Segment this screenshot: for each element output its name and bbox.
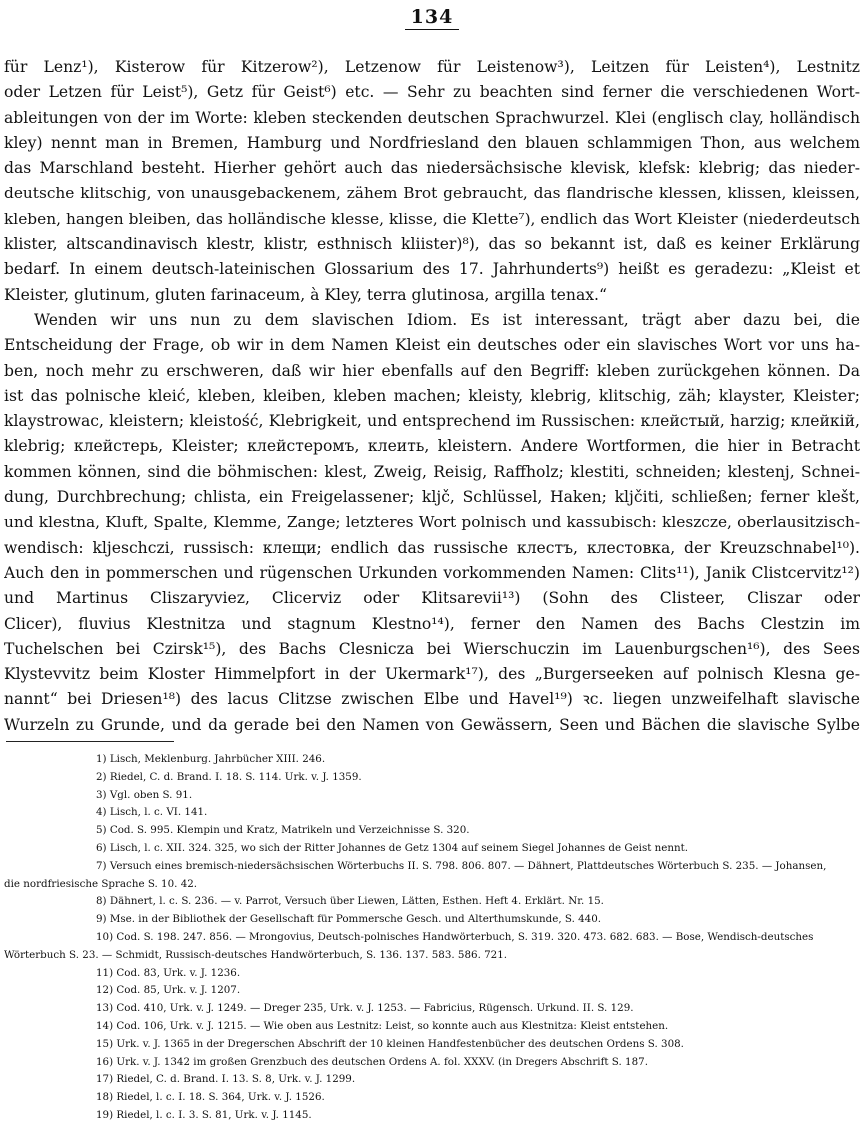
text-line: ben, noch mehr zu erschweren, daß wir hier ebenfalls auf den Begriff: kleben zurückgehen können. Da <box>4 361 860 380</box>
page-number: 134 <box>4 6 860 30</box>
footnote: 14) Cod. 106, Urk. v. J. 1215. — Wie oben aus Lestnitz: Leist, so konnte auch aus Klestnitza: Kleist entstehen. <box>96 1019 669 1032</box>
footnote: 16) Urk. v. J. 1342 im großen Grenzbuch des deutschen Ordens A. fol. XXXV. (in Dregers Abschrift S. 187. <box>96 1055 648 1068</box>
text-line: Entscheidung der Frage, ob wir in dem Namen Kleist ein deutsches oder ein slavisches Wort vor uns ha- <box>4 336 860 355</box>
footnote: 18) Riedel, l. c. I. 18. S. 364, Urk. v. J. 1526. <box>96 1091 325 1104</box>
text-line: ableitungen von der im Worte: kleben steckenden deutschen Sprachwurzel. Klei (englisch clay, holländisch <box>4 108 860 127</box>
footnote: 11) Cod. 83, Urk. v. J. 1236. <box>96 966 241 979</box>
text-line: dung, Durchbrechung; chlista, ein Freigelassener; kljč, Schlüssel, Haken; kljčiti, schließen; ferner klešt, <box>4 488 860 507</box>
book-page <box>4 0 860 1121</box>
text-line: und klestna, Kluft, Spalte, Klemme, Zange; letzteres Wort polnisch und kassubisch: kleszcze, oberlausitzisch- <box>4 513 860 532</box>
footnote-continuation: Wörterbuch S. 23. — Schmidt, Russisch-deutsches Handwörterbuch, S. 136. 137. 583. 586. 721. <box>4 948 508 961</box>
text-line: Kleister, glutinum, gluten farinaceum, à Kley, terra glutinosa, argilla tenax.“ <box>4 285 607 304</box>
footnote: 9) Mse. in der Bibliothek der Gesellschaft für Pommersche Gesch. und Alterthumskunde, S. 440. <box>96 913 602 926</box>
text-line: ist das polnische kleić, kleben, kleiben, kleben machen; kleisty, klebrig, klitschig, zäh; klayster, Kleister; <box>4 386 860 405</box>
footnote: 5) Cod. S. 995. Klempin und Kratz, Matrikeln und Verzeichnisse S. 320. <box>96 824 470 837</box>
footnote-continuation: die nordfriesische Sprache S. 10. 42. <box>4 877 198 890</box>
text-line: oder Letzen für Leist⁵), Getz für Geist⁶) etc. — Sehr zu beachten sind ferner die verschiedenen Wort- <box>4 83 860 102</box>
text-line: für Lenz¹), Kisterow für Kitzerow²), Letzenow für Leistenow³), Leitzen für Leisten⁴), Lestnitz <box>4 58 860 76</box>
footnote: 7) Versuch eines bremisch-niedersächsischen Wörterbuchs II. S. 798. 806. 807. — Dähnert, Plattdeutsches Wörterbuch S. 235. — Johansen, <box>96 859 827 872</box>
footnote: 13) Cod. 410, Urk. v. J. 1249. — Dreger 235, Urk. v. J. 1253. — Fabricius, Rügensch. Urkund. II. S. 129. <box>96 1002 634 1015</box>
text-line: das Marschland besteht. Hierher gehört auch das niedersächsische klevisk, klefsk: klebrig; das nieder- <box>4 159 860 178</box>
text-line: nannt“ bei Driesen¹⁸) des lacus Clitzse zwischen Elbe und Havel¹⁹) ꝛc. liegen unzweifelhaft slavische <box>4 690 860 709</box>
footnote: 19) Riedel, l. c. I. 3. S. 81, Urk. v. J. 1145. <box>96 1108 312 1121</box>
text-line: deutsche klitschig, von unausgebackenem, zähem Brot gebraucht, das flandrische klessen, klissen, kleissen, <box>4 184 860 203</box>
text-line: Clicer), fluvius Klestnitza und stagnum Klestno¹⁴), ferner den Namen des Bachs Clestzin im <box>4 614 860 633</box>
text-line: klebrig; клейстерь, Kleister; клейстеромъ, клеить, kleistern. Andere Wortformen, die hier in Betracht <box>4 437 860 456</box>
footnote: 12) Cod. 85, Urk. v. J. 1207. <box>96 984 241 997</box>
footnote: 10) Cod. S. 198. 247. 856. — Mrongovius, Deutsch-polnisches Handwörterbuch, S. 319. 320. 473. 682. 683. — Bose, Wendisch-deutsches <box>96 930 814 943</box>
footnote: 4) Lisch, l. c. VI. 141. <box>96 806 208 819</box>
text-line: klaystrowac, kleistern; kleistość, Klebrigkeit, und entsprechend im Russischen: клейстый, harzig; клейкiй, <box>4 412 860 431</box>
text-line: Klystevvitz beim Kloster Himmelpfort in der Ukermark¹⁷), des „Burgerseeken auf polnisch Klesna ge- <box>4 665 860 684</box>
footnote: 15) Urk. v. J. 1365 in der Dregerschen Abschrift der 10 kleinen Handfestenbücher des deutschen Ordens S. 308. <box>96 1037 684 1050</box>
text-line: kleben, hangen bleiben, das holländische klesse, klisse, die Klette⁷), endlich das Wort Kleister (niederdeutsch <box>4 209 860 228</box>
footnote: 6) Lisch, l. c. XII. 324. 325, wo sich der Ritter Johannes de Getz 1304 auf seinem Siegel Johannes de Geist nennt. <box>96 841 689 854</box>
text-line: kommen können, sind die böhmischen: klest, Zweig, Reisig, Raffholz; klestiti, schneiden; klestenj, Schnei- <box>4 462 860 481</box>
text-line: und Martinus Cliszaryviez, Clicerviz oder Klitsarevii¹³) (Sohn des Clisteer, Cliszar oder <box>4 589 860 608</box>
text-line: Auch den in pommerschen und rügenschen Urkunden vorkommenden Namen: Clits¹¹), Janik Clistcervitz¹²) <box>4 563 860 582</box>
footnote: 17) Riedel, C. d. Brand. I. 13. S. 8, Urk. v. J. 1299. <box>96 1073 356 1086</box>
text-line: bedarf. In einem deutsch-lateinischen Glossarium des 17. Jahrhunderts⁹) heißt es geradezu: „Kleist et <box>4 260 860 279</box>
text-line: Wurzeln zu Grunde, und da gerade bei den Namen von Gewässern, Seen und Bächen die slavische Sylbe <box>4 715 860 734</box>
text-line: klister, altscandinavisch klestr, klistr, esthnisch kliister)⁸), das so bekannt ist, daß es keiner Erklärung <box>4 235 860 254</box>
footnote: 2) Riedel, C. d. Brand. I. 18. S. 114. Urk. v. J. 1359. <box>96 770 362 783</box>
footnotes <box>4 751 860 1125</box>
text-line: kley) nennt man in Bremen, Hamburg und Nordfriesland den blauen schlammigen Thon, aus welchem <box>4 133 860 152</box>
text-line: Tuchelschen bei Czirsk¹⁵), des Bachs Clesnicza bei Wierschuczin im Lauenburgschen¹⁶), des Sees <box>4 639 860 658</box>
text-line: wendisch: kljeschczi, russisch: клещи; endlich das russische клестъ, клестовка, der Kreuzschnabel¹⁰). <box>4 538 860 557</box>
footnote-divider <box>6 741 174 742</box>
footnote: 1) Lisch, Meklenburg. Jahrbücher XIII. 246. <box>96 753 326 765</box>
footnote: 3) Vgl. oben S. 91. <box>96 788 193 801</box>
text-line: Wenden wir uns nun zu dem slavischen Idiom. Es ist interessant, trägt aber dazu bei, die <box>34 310 860 329</box>
body-text <box>4 55 860 738</box>
footnote: 8) Dähnert, l. c. S. 236. — v. Parrot, Versuch über Liewen, Lätten, Esthen. Heft 4. Erklärt. Nr. 15. <box>96 895 604 908</box>
